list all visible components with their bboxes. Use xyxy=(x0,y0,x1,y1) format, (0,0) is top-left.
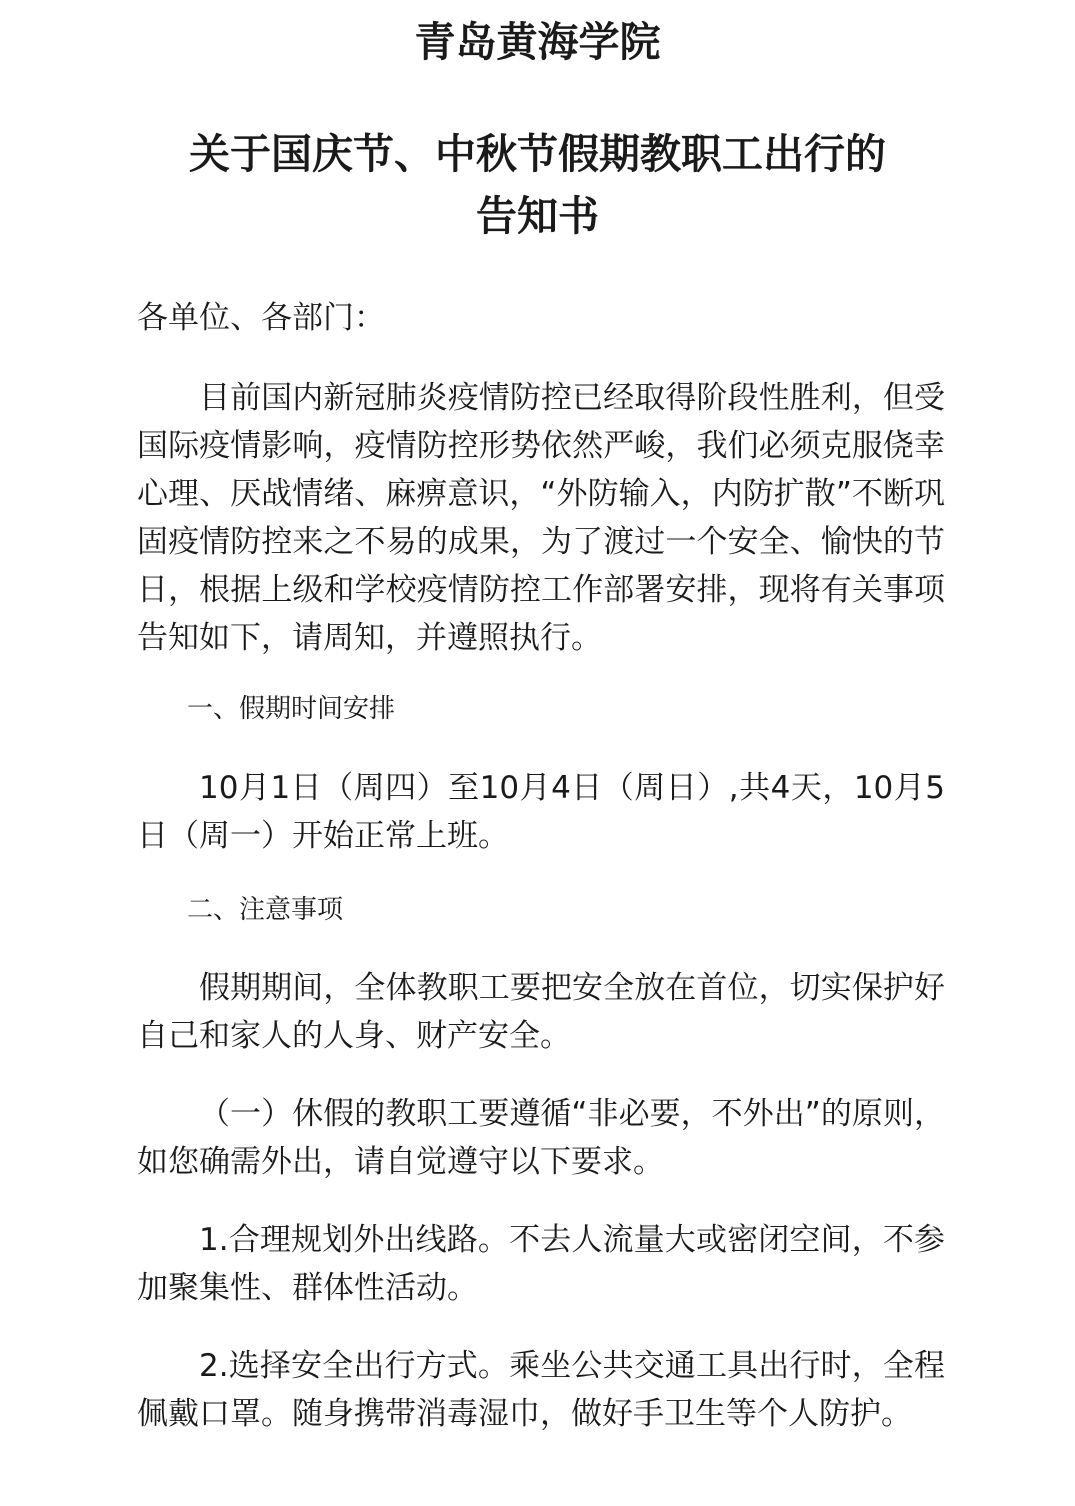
salutation: 各单位、各部门： xyxy=(137,300,385,336)
section-heading-schedule: 一、假期时间安排 xyxy=(187,694,396,724)
subsection-paragraph: （一）休假的教职工要遵循“非必要，不外出”的原则，如您确需外出，请自觉遵守以下要求。 xyxy=(137,1096,945,1180)
school-name: 青岛黄海学院 xyxy=(414,18,661,66)
intro-paragraph: 目前国内新冠肺炎疫情防控已经取得阶段性胜利，但受国际疫情影响，疫情防控形势依然严峻，我们必须克服侥幸心理、厌战情绪、麻痹意识，“外防输入，内防扩散”不断巩固疫情防控来之不易的成果，为了渡过一个安全、愉快的节日，根据上级和学校疫情防控工作部署安排，现将有关事项告知如下，请周知，并遵照执行。 xyxy=(137,380,945,656)
item-1-paragraph: 1.合理规划外出线路。不去人流量大或密闭空间，不参加聚集性、群体性活动。 xyxy=(137,1222,945,1306)
notes-paragraph: 假期期间，全体教职工要把安全放在首位，切实保护好自己和家人的人身、财产安全。 xyxy=(137,970,945,1054)
notice-title-line2: 告知书 xyxy=(476,192,599,240)
notice-title-line1: 关于国庆节、中秋节假期教职工出行的 xyxy=(189,130,886,178)
item-2-paragraph: 2.选择安全出行方式。乘坐公共交通工具出行时，全程佩戴口罩。随身携带消毒湿巾，做好手卫生等个人防护。 xyxy=(137,1348,945,1432)
section-heading-notes: 二、注意事项 xyxy=(187,895,344,925)
schedule-paragraph: 10月1日（周四）至10月4日（周日）,共4天，10月5日（周一）开始正常上班。 xyxy=(137,770,945,854)
